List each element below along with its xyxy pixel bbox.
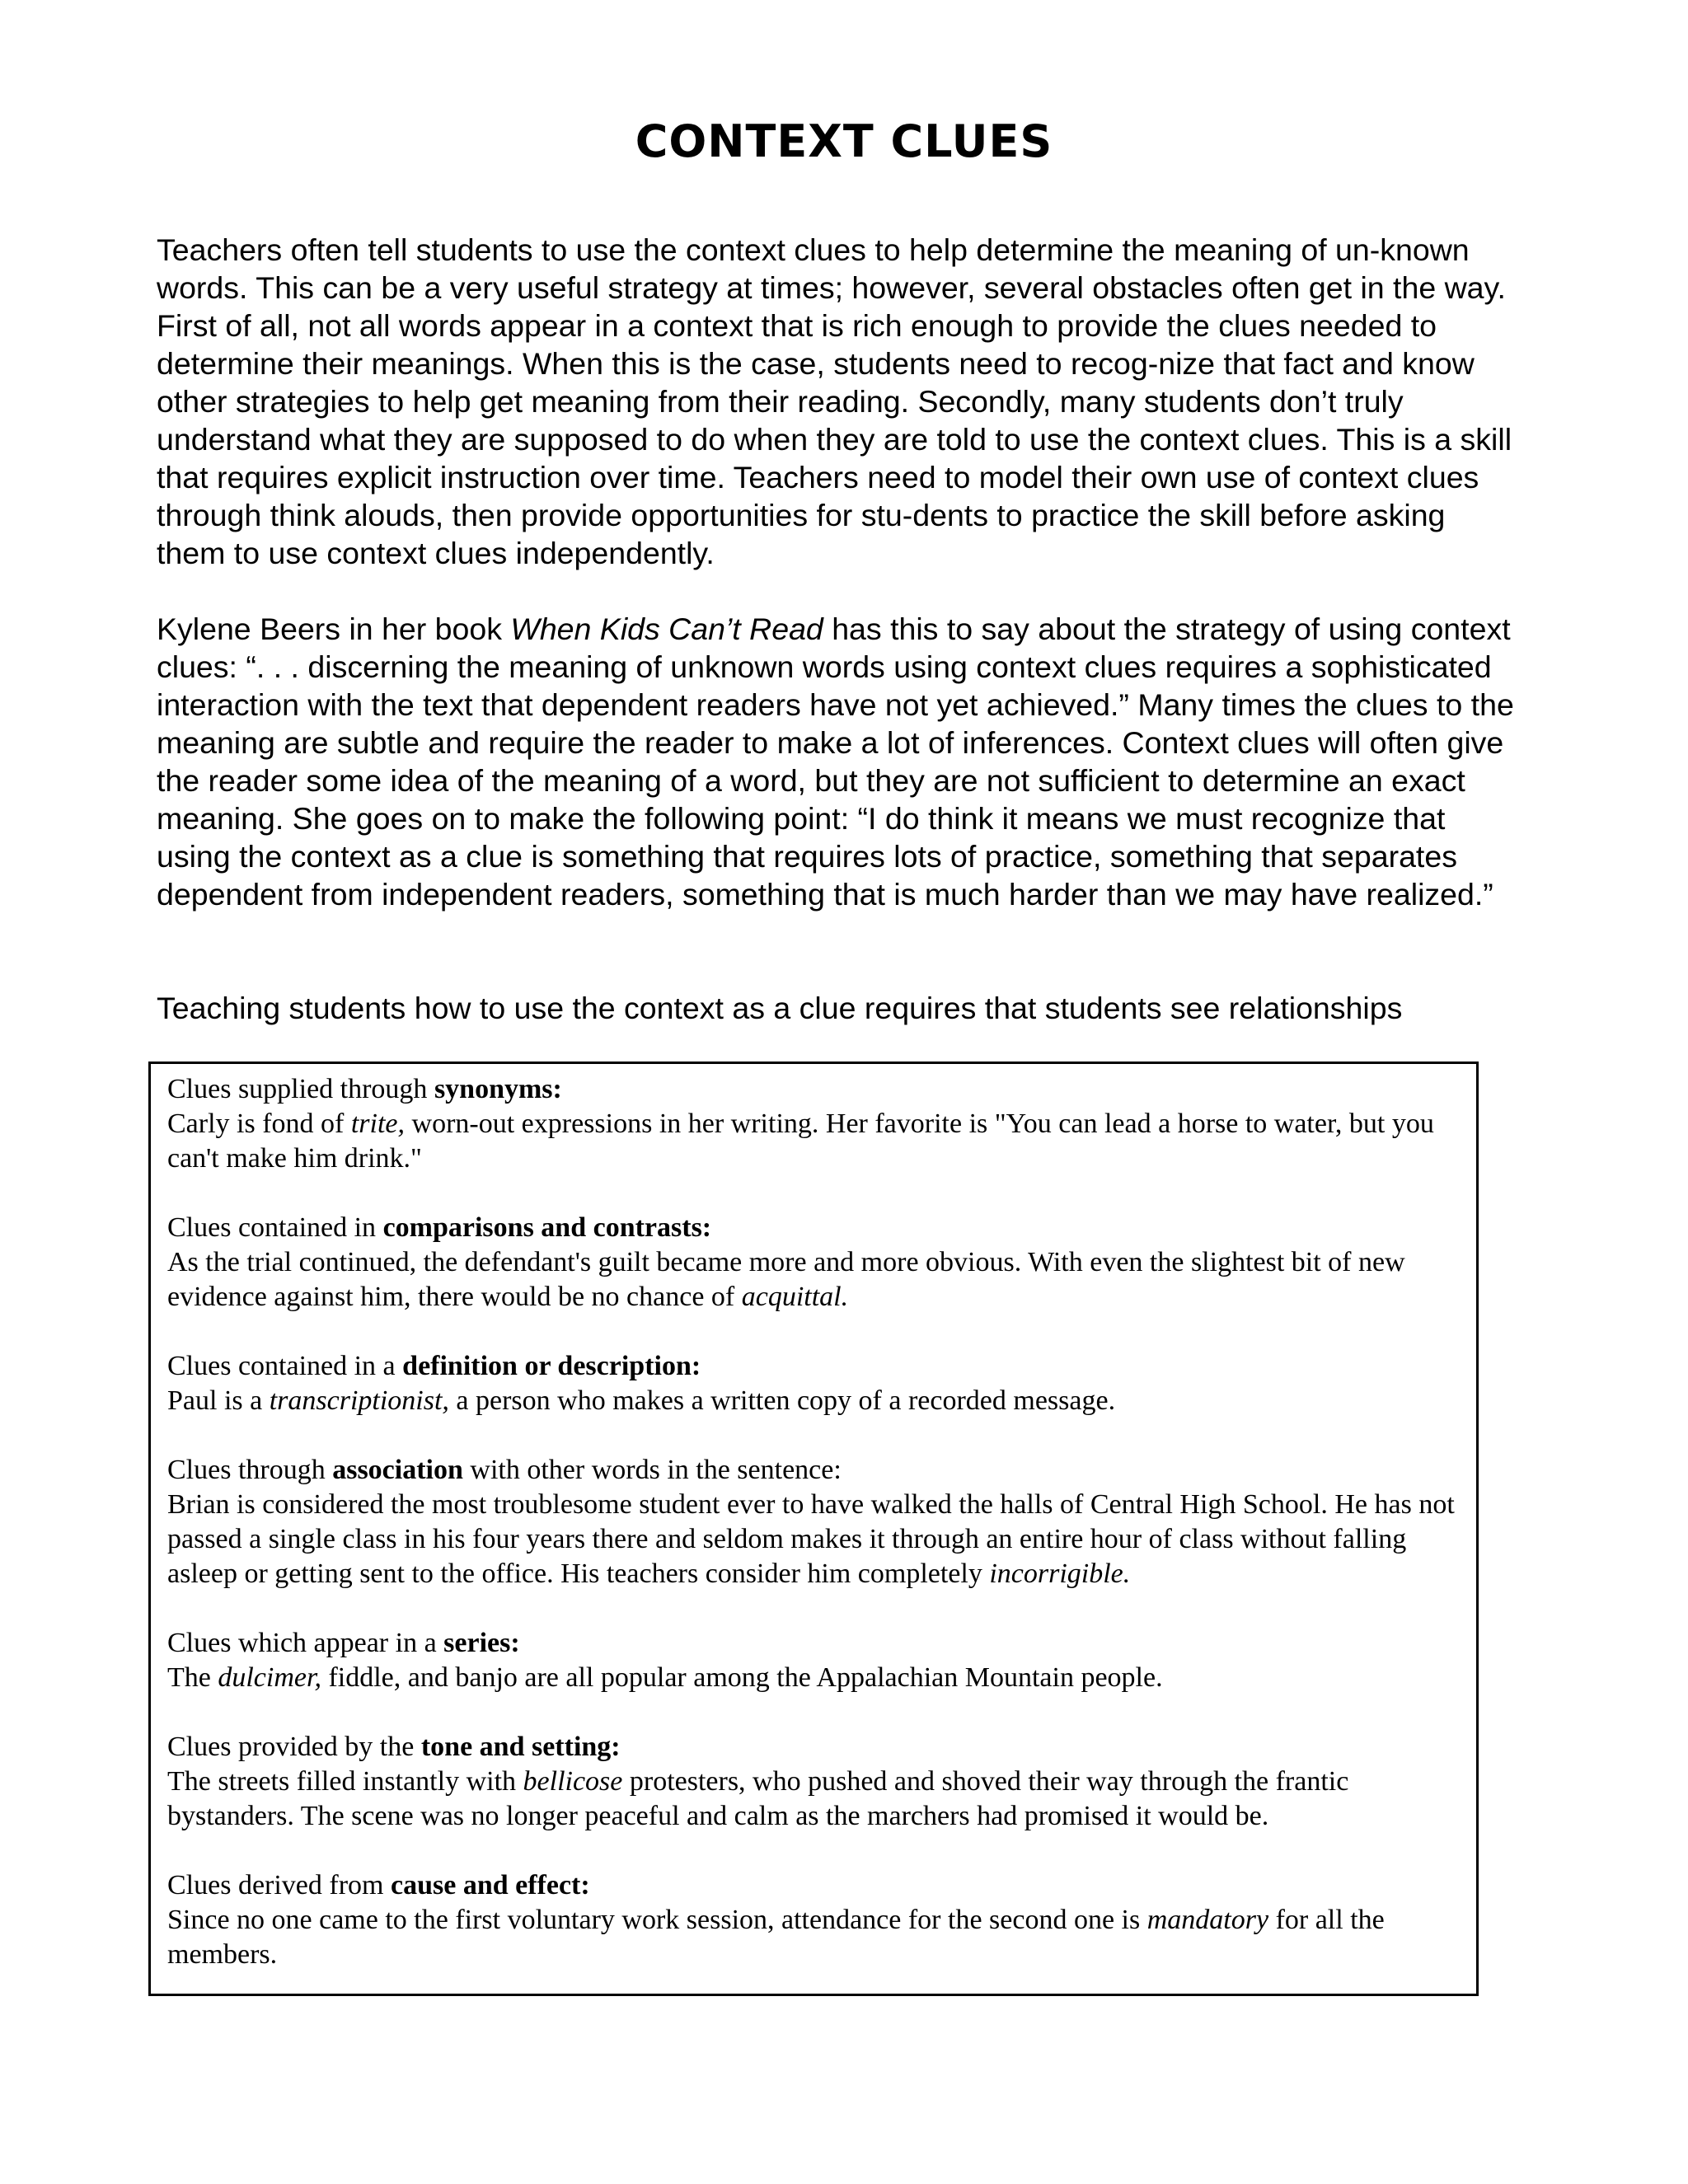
clue-heading xyxy=(167,1730,1461,1765)
clue-example-text: protesters, who pushed and shoved their way through the frantic bystanders. The scene was no longer peaceful and calm as the marchers had promised it would be. xyxy=(167,1766,1349,1831)
clue-example xyxy=(167,1384,1461,1418)
clue-tone xyxy=(167,1730,1461,1834)
clue-heading-text: Clues contained in a xyxy=(167,1351,403,1381)
clue-cause xyxy=(167,1868,1461,1972)
clue-example xyxy=(167,1488,1461,1591)
clue-example-word: bellicose xyxy=(523,1766,623,1797)
clue-heading xyxy=(167,1072,1461,1107)
clue-example-word: dulcimer, xyxy=(218,1662,321,1693)
beers-text-before: Kylene Beers in her book xyxy=(157,612,511,646)
clue-example-text: fiddle, and banjo are all popular among the Appalachian Mountain people. xyxy=(321,1662,1163,1693)
clue-comparisons xyxy=(167,1211,1461,1315)
clue-example-text: Carly is fond of xyxy=(167,1108,351,1139)
clue-heading-text: with other words in the sentence: xyxy=(462,1455,842,1485)
clue-heading xyxy=(167,1349,1461,1384)
clue-heading-bold: definition or description: xyxy=(402,1351,701,1381)
clue-example-word: incorrigible. xyxy=(989,1558,1131,1589)
beers-paragraph xyxy=(157,610,1517,913)
clue-example xyxy=(167,1245,1461,1315)
clue-example xyxy=(167,1903,1461,1972)
clue-example-word: acquittal. xyxy=(741,1282,849,1312)
clue-heading-bold: cause and effect: xyxy=(391,1870,590,1900)
clue-example-word: transcriptionist, xyxy=(269,1385,449,1416)
clue-heading-bold: synonyms: xyxy=(434,1074,562,1104)
clue-example-text: The xyxy=(167,1662,218,1693)
intro-paragraph: Teachers often tell students to use the context clues to help determine the meaning of un-known words. This can be a very useful strategy at times; however, several obstacles often get in the way. First of all, not all words appear in a context that is rich enough to provide the clues needed to determine their meanings. When this is the case, students need to recog-nize that fact and know other strategies to help get meaning from their reading. Secondly, many students don’t truly understand what they are supposed to do when they are told to use the context clues. This is a skill that requires explicit instruction over time. Teachers need to model their own use of context clues through think alouds, then provide opportunities for stu-dents to practice the skill before asking them to use context clues independently. xyxy=(157,232,1512,570)
clue-association xyxy=(167,1453,1461,1591)
clue-heading-text: Clues through xyxy=(167,1455,333,1485)
clue-example-text: for all the members. xyxy=(167,1905,1385,1970)
clue-heading-text: Clues which appear in a xyxy=(167,1628,444,1658)
clue-heading-bold: comparisons and contrasts: xyxy=(382,1212,712,1243)
clue-example-word: trite, xyxy=(350,1108,406,1139)
clue-example xyxy=(167,1661,1461,1695)
teaching-paragraph: Teaching students how to use the context as a clue requires that students see relationships xyxy=(157,991,1403,1025)
clue-example-text: worn-out expressions in her writing. Her favorite is "You can lead a horse to water, but you can't make him drink." xyxy=(167,1108,1434,1174)
clue-heading-text: Clues contained in xyxy=(167,1212,383,1243)
clue-heading xyxy=(167,1868,1461,1903)
clue-example xyxy=(167,1107,1461,1176)
clue-example-text: As the trial continued, the defendant's guilt became more and more obvious. With even the slightest bit of new evidence against him, there would be no chance of xyxy=(167,1247,1405,1312)
beers-text-after: has this to say about the strategy of using context clues: “. . . discerning the meaning of unknown words using context clues requires a sophisticated interaction with the text that dependent readers have not yet achieved.” Many times the clues to the meaning are subtle and require the reader to make a lot of inferences. Context clues will often give the reader some idea of the meaning of a word, but they are not sufficient to determine an exact meaning. She goes on to make the following point: “I do think it means we must recognize that using the context as a clue is something that requires lots of practice, something that separates dependent from independent readers, something that is much harder than we may have realized.” xyxy=(157,612,1514,912)
clue-heading-bold: tone and setting: xyxy=(420,1732,621,1762)
clue-example-text: Brian is considered the most troublesome student ever to have walked the halls of Central High School. He has not passed a single class in his four years there and seldom makes it through an entire hour of class without falling asleep or getting sent to the office. His teachers consider him completely xyxy=(167,1489,1455,1589)
clue-example-text: Since no one came to the first voluntary work session, attendance for the second one is xyxy=(167,1905,1147,1935)
clue-synonyms xyxy=(167,1072,1461,1176)
clue-example-word: mandatory xyxy=(1146,1905,1269,1935)
book-title: When Kids Can’t Read xyxy=(510,612,823,646)
page-title: CONTEXT CLUES xyxy=(635,115,1053,167)
clue-series xyxy=(167,1626,1461,1695)
clue-heading xyxy=(167,1453,1461,1488)
clue-heading-text: Clues derived from xyxy=(167,1870,391,1900)
clue-types-box xyxy=(148,1062,1479,1996)
clue-example xyxy=(167,1765,1461,1834)
clue-heading xyxy=(167,1626,1461,1661)
clue-example-text: Paul is a xyxy=(167,1385,270,1416)
clue-example-text: a person who makes a written copy of a recorded message. xyxy=(448,1385,1116,1416)
clue-heading-text: Clues supplied through xyxy=(167,1074,434,1104)
clue-definition xyxy=(167,1349,1461,1418)
clue-example-text: The streets filled instantly with xyxy=(167,1766,523,1797)
clue-heading-bold: association xyxy=(332,1455,463,1485)
clue-heading xyxy=(167,1211,1461,1245)
clue-heading-text: Clues provided by the xyxy=(167,1732,421,1762)
clue-heading-bold: series: xyxy=(443,1628,520,1658)
